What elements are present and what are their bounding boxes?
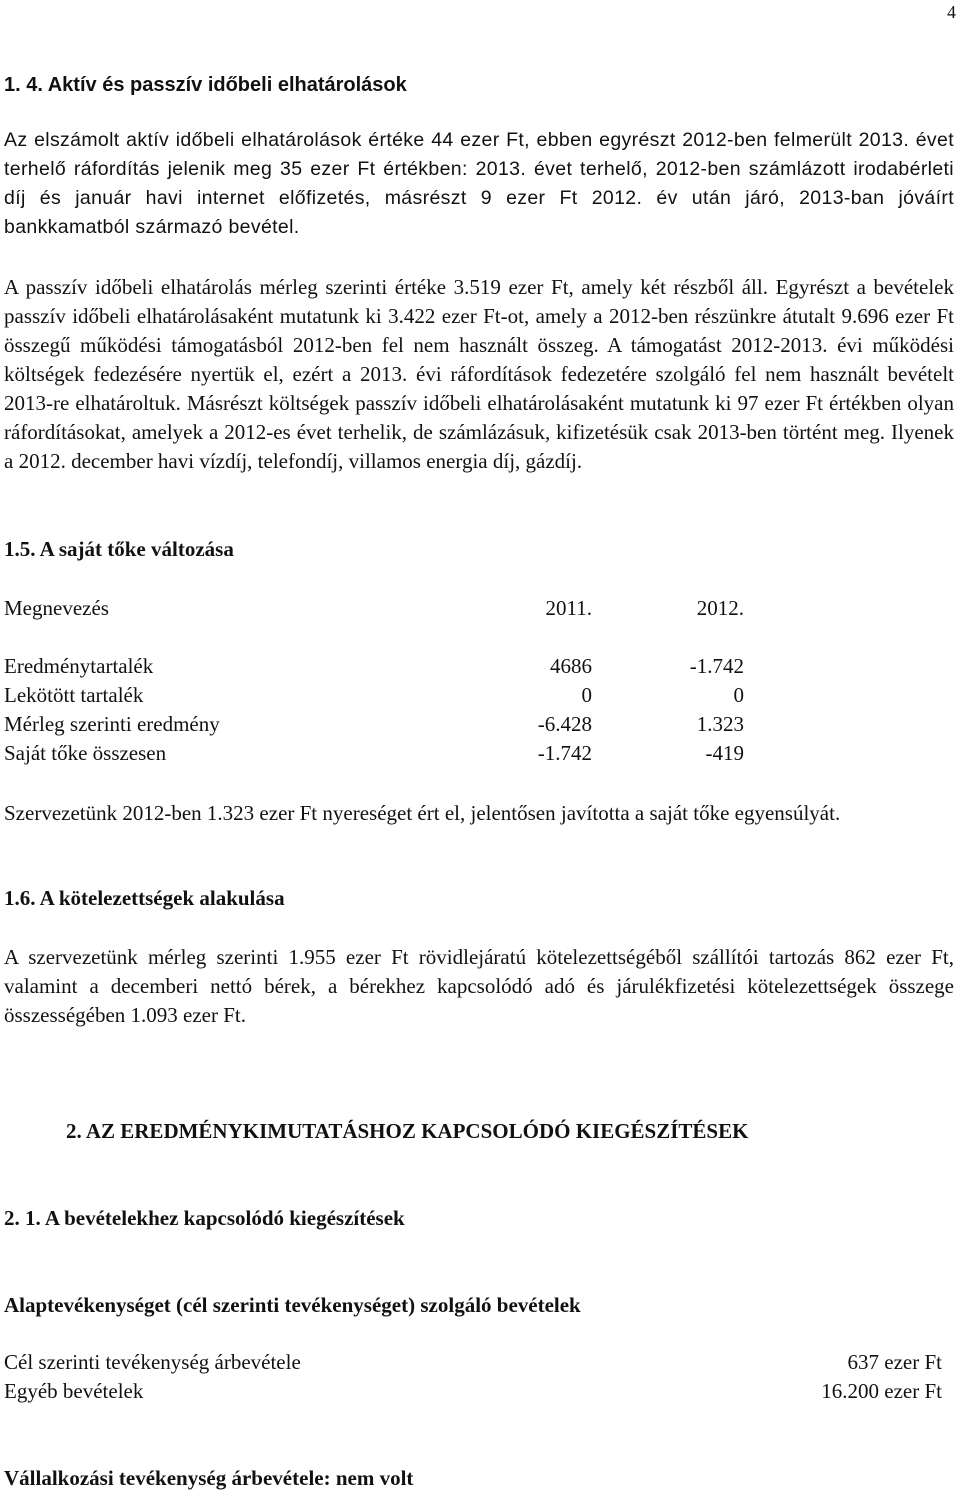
row-label: Mérleg szerinti eredmény [4, 712, 220, 736]
business-revenue-line: Vállalkozási tevékenység árbevétele: nem volt [4, 1466, 414, 1490]
income-value: 16.200 ezer Ft [821, 1379, 942, 1403]
row-value-2011: 0 [581, 683, 592, 707]
paragraph-liabilities: A szervezetünk mérleg szerinti 1.955 ezer Ft rövidlejáratú kötelezettségéből szállítói tartozás 862 ezer Ft, valamint a decemberi nettó bérek, a bérekhez kapcsolódó adó és járulékfizetési kötelezettségek összege összességében 1.093 ezer Ft. [4, 945, 954, 1027]
paragraph-equity: Szervezetünk 2012-ben 1.323 ezer Ft nyereséget ért el, jelentősen javította a saját tőke egyensúlyát. [4, 801, 841, 825]
heading-2-1: 2. 1. A bevételekhez kapcsolódó kiegészítések [4, 1206, 405, 1230]
page-number: 4 [947, 2, 956, 22]
row-value-2011: -1.742 [537, 741, 592, 765]
table-row [4, 683, 744, 712]
list-item [4, 1350, 942, 1379]
row-value-2012: 0 [733, 683, 744, 707]
row-value-2012: -419 [705, 741, 744, 765]
income-label: Cél szerinti tevékenység árbevétele [4, 1350, 301, 1374]
row-value-2012: 1.323 [696, 712, 744, 736]
income-label: Egyéb bevételek [4, 1379, 144, 1403]
paragraph-passive-accruals: A passzív időbeli elhatárolás mérleg szerinti értéke 3.519 ezer Ft, amely két részből áll. Egyrészt a bevételek passzív időbeli elhatárolásaként mutatunk ki 3.422 ezer Ft-ot, amely a 2012-ben részünkre átutalt 9.696 ezer Ft összegű működési támogatásból 2012-ben fel nem használt összeg. A támogatást 2012-2013. évi működési költségek fedezésére nyertük el, ezért a 2013. évi ráfordítások fedezetére szolgáló fel nem használt bevételt 2013-re elhatároltuk. Másrészt költségek passzív időbeli elhatárolásaként mutatunk ki 97 ezer Ft értékben olyan ráfordításokat, amelyek a 2012-es évet terhelik, de számlázásuk, kifizetésük csak 2013-ben történt meg. Ilyenek a 2012. december havi vízdíj, telefondíj, villamos energia díj, gázdíj. [4, 275, 954, 473]
subheading-core-revenue: Alaptevékenységet (cél szerinti tevékenységet) szolgáló bevételek [4, 1293, 581, 1317]
paragraph-active-accruals: Az elszámolt aktív időbeli elhatárolások értéke 44 ezer Ft, ebben egyrészt 2012-ben felmerült 2013. évet terhelő ráfordítás jelenik meg 35 ezer Ft értékben: 2013. évet terhelő, 2012-ben számlázott irodabérleti díj és január havi internet előfizetés, másrészt 9 ezer Ft 2012. év után járó, 2013-ban jóváírt bankkamatból származó bevétel. [4, 129, 954, 238]
row-value-2011: 4686 [550, 654, 592, 678]
row-label: Saját tőke összesen [4, 741, 167, 765]
heading-1-4: 1. 4. Aktív és passzív időbeli elhatárolások [4, 74, 407, 96]
equity-table-header [4, 596, 744, 625]
row-label: Lekötött tartalék [4, 683, 144, 707]
table-row [4, 741, 744, 770]
table-row [4, 712, 744, 741]
income-value: 637 ezer Ft [847, 1350, 942, 1374]
list-item [4, 1379, 942, 1408]
header-name: Megnevezés [4, 596, 109, 620]
row-value-2011: -6.428 [537, 712, 592, 736]
heading-1-6: 1.6. A kötelezettségek alakulása [4, 886, 285, 910]
row-value-2012: -1.742 [689, 654, 744, 678]
heading-1-5: 1.5. A saját tőke változása [4, 537, 234, 561]
table-row [4, 654, 744, 683]
header-2011: 2011. [545, 596, 592, 620]
header-2012: 2012. [696, 596, 744, 620]
row-label: Eredménytartalék [4, 654, 154, 678]
heading-2: 2. AZ EREDMÉNYKIMUTATÁSHOZ KAPCSOLÓDÓ KIEGÉSZÍTÉSEK [66, 1119, 749, 1143]
